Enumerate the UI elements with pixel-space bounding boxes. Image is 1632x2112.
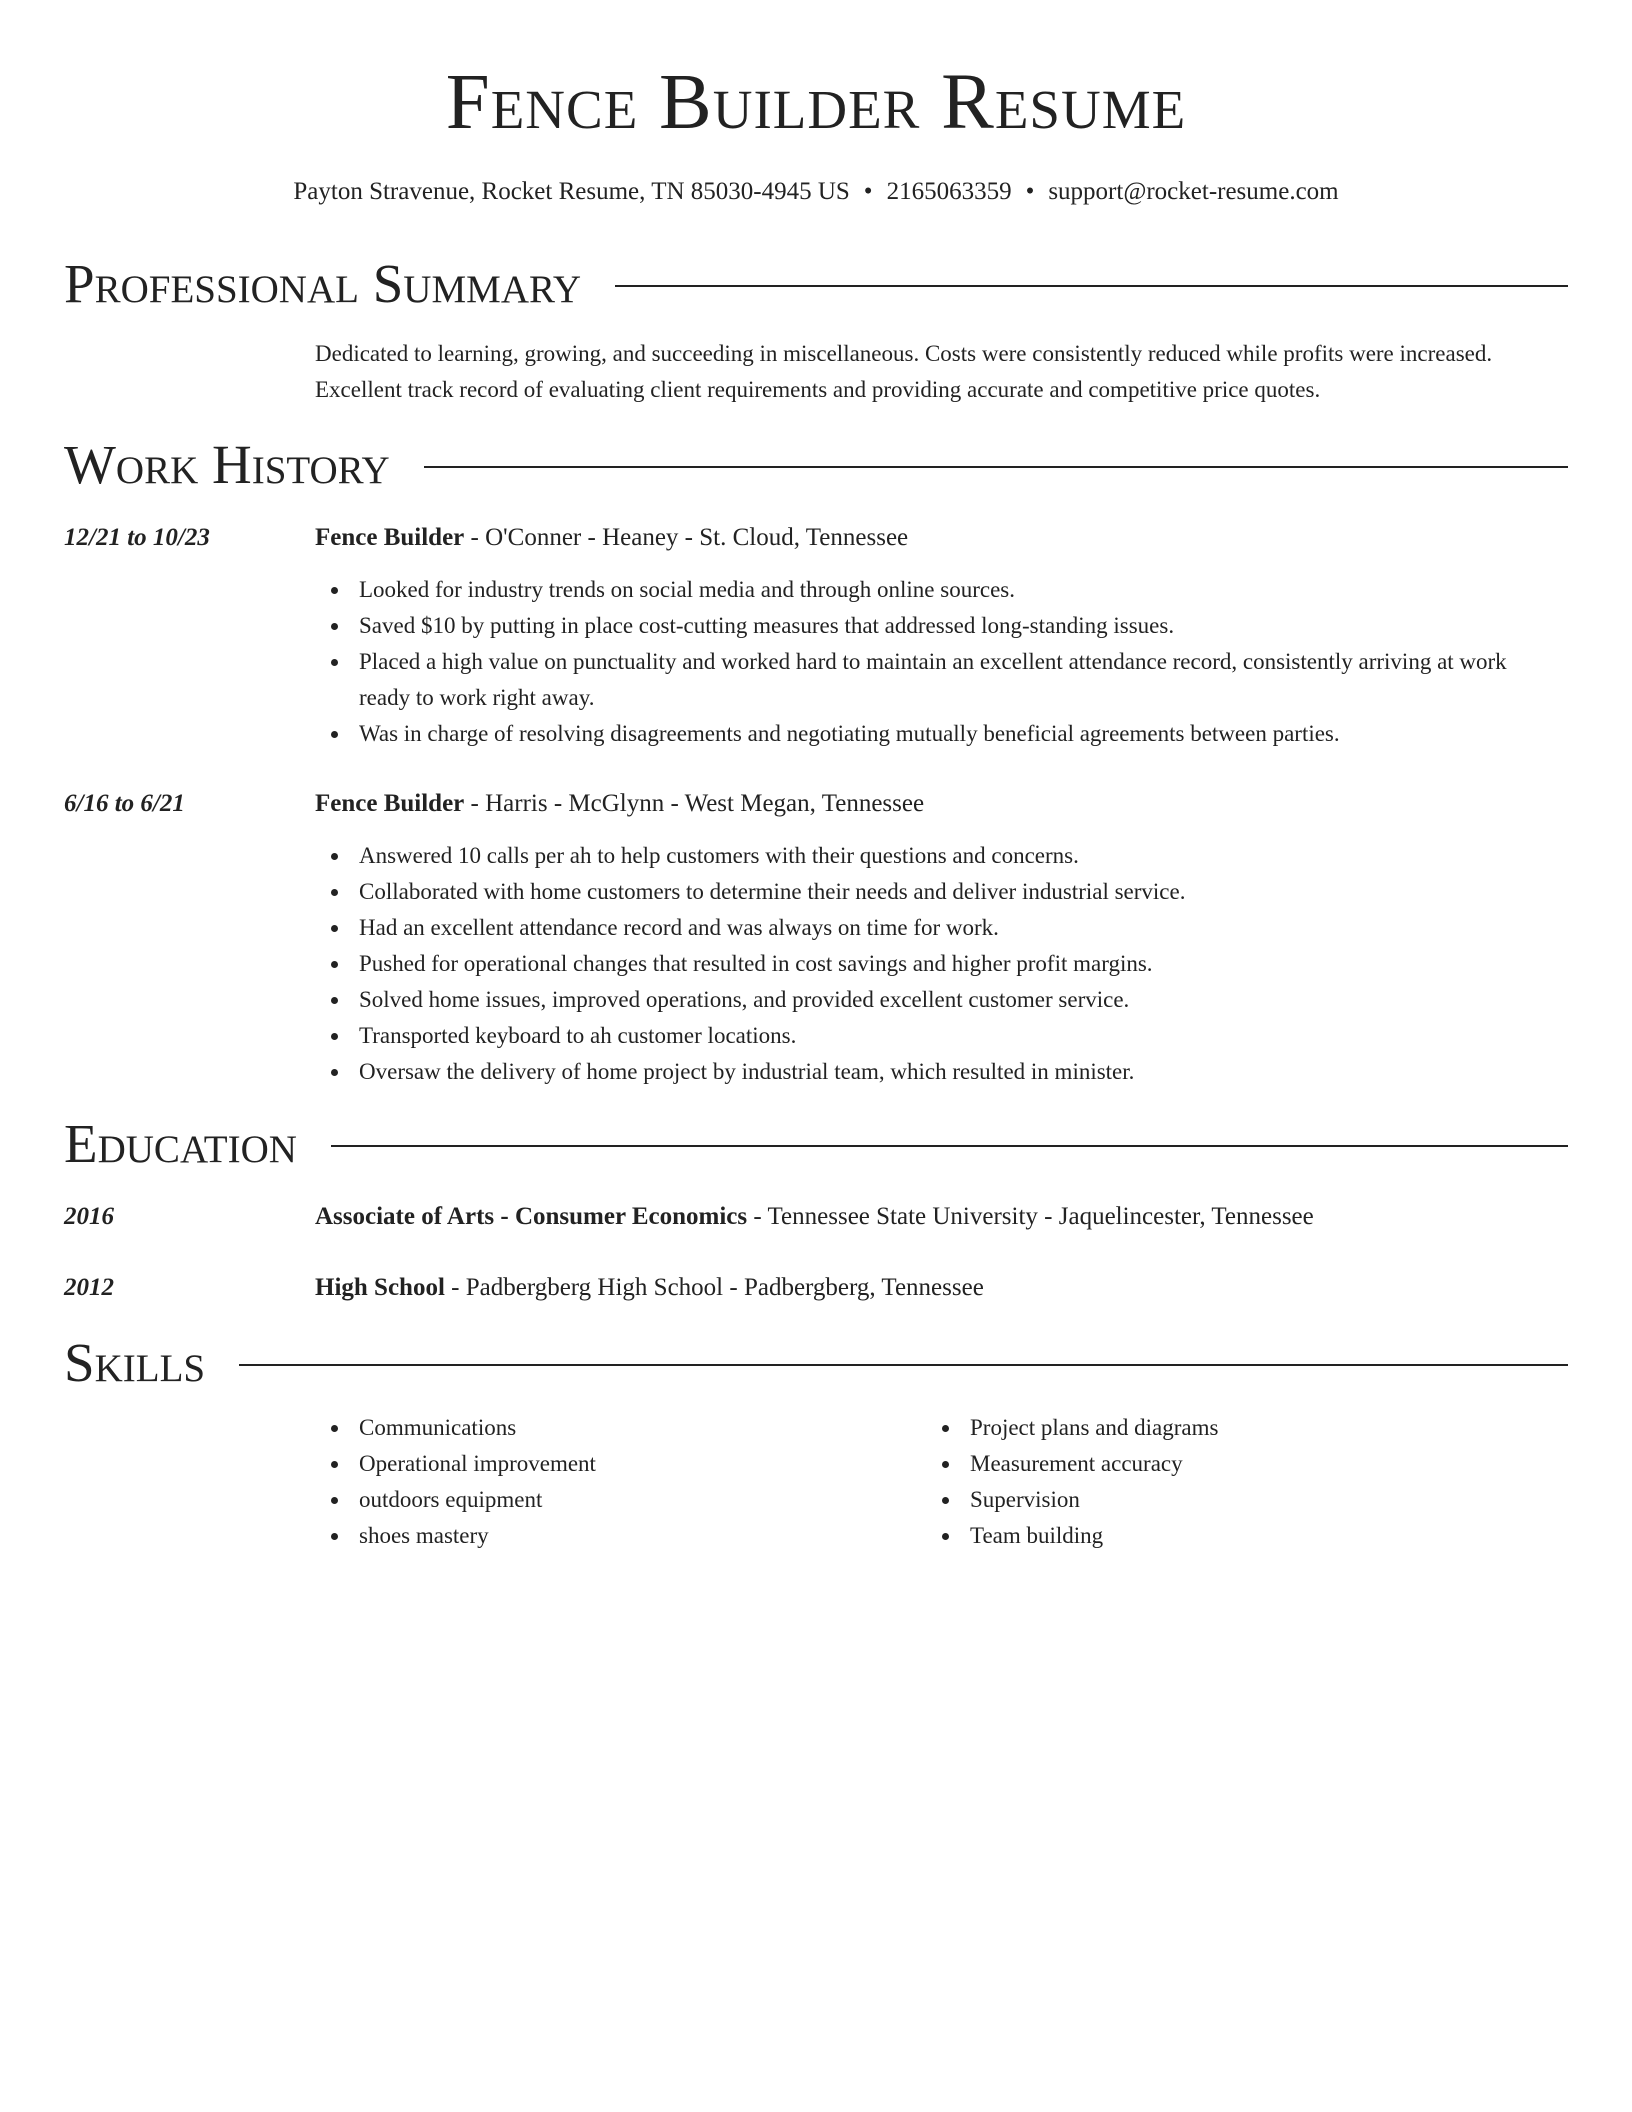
section-divider bbox=[424, 466, 1568, 468]
education-entry bbox=[315, 1199, 1568, 1235]
resume-page bbox=[64, 0, 1568, 2112]
skill-item: Supervision bbox=[926, 1482, 1568, 1518]
section-divider bbox=[331, 1145, 1568, 1147]
job-bullets bbox=[315, 838, 1558, 1090]
skill-item: Project plans and diagrams bbox=[926, 1410, 1568, 1446]
education-entry bbox=[315, 1270, 1568, 1306]
contact-line bbox=[64, 176, 1568, 208]
job-bullet: Placed a high value on punctuality and worked hard to maintain an excellent attendance record, consistently arriving at work ready to work right away. bbox=[315, 644, 1558, 716]
job-dates: 12/21 to 10/23 bbox=[64, 524, 210, 551]
job-bullet: Had an excellent attendance record and was always on time for work. bbox=[315, 910, 1558, 946]
education-school: - Padbergberg High School - Padbergberg, Tennessee bbox=[444, 1274, 984, 1301]
skills-heading: Skills bbox=[64, 1332, 206, 1393]
summary-heading: Professional Summary bbox=[64, 253, 582, 314]
skill-item: Communications bbox=[315, 1410, 915, 1446]
job-bullet: Answered 10 calls per ah to help customers with their questions and concerns. bbox=[315, 838, 1558, 874]
job-title-line bbox=[315, 520, 1568, 556]
resume-title: Fence Builder Resume bbox=[445, 59, 1187, 146]
contact-separator: • bbox=[863, 178, 873, 205]
job-bullet: Collaborated with home customers to determine their needs and deliver industrial service. bbox=[315, 874, 1558, 910]
skills-list-left bbox=[315, 1410, 915, 1554]
education-heading: Education bbox=[64, 1113, 297, 1174]
skill-item: outdoors equipment bbox=[315, 1482, 915, 1518]
job-bullet: Looked for industry trends on social media and through online sources. bbox=[315, 572, 1558, 608]
contact-separator: • bbox=[1025, 178, 1035, 205]
education-year: 2016 bbox=[64, 1203, 114, 1230]
section-divider bbox=[615, 285, 1568, 287]
education-degree: Associate of Arts - Consumer Economics bbox=[315, 1203, 748, 1230]
skill-item: Measurement accuracy bbox=[926, 1446, 1568, 1482]
job-title: Fence Builder bbox=[315, 524, 465, 551]
summary-section-header bbox=[64, 254, 1568, 314]
education-year: 2012 bbox=[64, 1274, 114, 1301]
job-bullet: Oversaw the delivery of home project by industrial team, which resulted in minister. bbox=[315, 1054, 1558, 1090]
job-dates: 6/16 to 6/21 bbox=[64, 790, 185, 817]
skill-item: Team building bbox=[926, 1518, 1568, 1554]
contact-email: support@rocket-resume.com bbox=[1048, 178, 1339, 205]
job-bullet: Was in charge of resolving disagreements and negotiating mutually beneficial agreements between parties. bbox=[315, 716, 1558, 752]
work-history-heading: Work History bbox=[64, 434, 390, 495]
job-bullet: Transported keyboard to ah customer locations. bbox=[315, 1018, 1558, 1054]
job-employer: - Harris - McGlynn - West Megan, Tennessee bbox=[464, 790, 925, 817]
job-title-line bbox=[315, 786, 1568, 822]
contact-address: Payton Stravenue, Rocket Resume, TN 85030-4945 US bbox=[293, 178, 850, 205]
job-title: Fence Builder bbox=[315, 790, 465, 817]
job-bullet: Solved home issues, improved operations, and provided excellent customer service. bbox=[315, 982, 1558, 1018]
contact-phone: 2165063359 bbox=[886, 178, 1012, 205]
summary-text: Dedicated to learning, growing, and succeeding in miscellaneous. Costs were consistently reduced while profits were increased. Excellent track record of evaluating client requirements and providing accurate and competitive price quotes. bbox=[315, 341, 1493, 402]
job-bullet: Pushed for operational changes that resulted in cost savings and higher profit margins. bbox=[315, 946, 1558, 982]
section-divider bbox=[239, 1364, 1568, 1366]
skill-item: Operational improvement bbox=[315, 1446, 915, 1482]
education-degree: High School bbox=[315, 1274, 445, 1301]
skills-list-right bbox=[926, 1410, 1568, 1554]
education-section-header bbox=[64, 1114, 1568, 1174]
skill-item: shoes mastery bbox=[315, 1518, 915, 1554]
work-history-section-header bbox=[64, 435, 1568, 495]
job-bullet: Saved $10 by putting in place cost-cutting measures that addressed long-standing issues. bbox=[315, 608, 1558, 644]
skills-section-header bbox=[64, 1333, 1568, 1393]
education-school: - Tennessee State University - Jaquelincester, Tennessee bbox=[747, 1203, 1314, 1230]
job-employer: - O'Conner - Heaney - St. Cloud, Tennessee bbox=[464, 524, 909, 551]
job-bullets bbox=[315, 572, 1558, 752]
